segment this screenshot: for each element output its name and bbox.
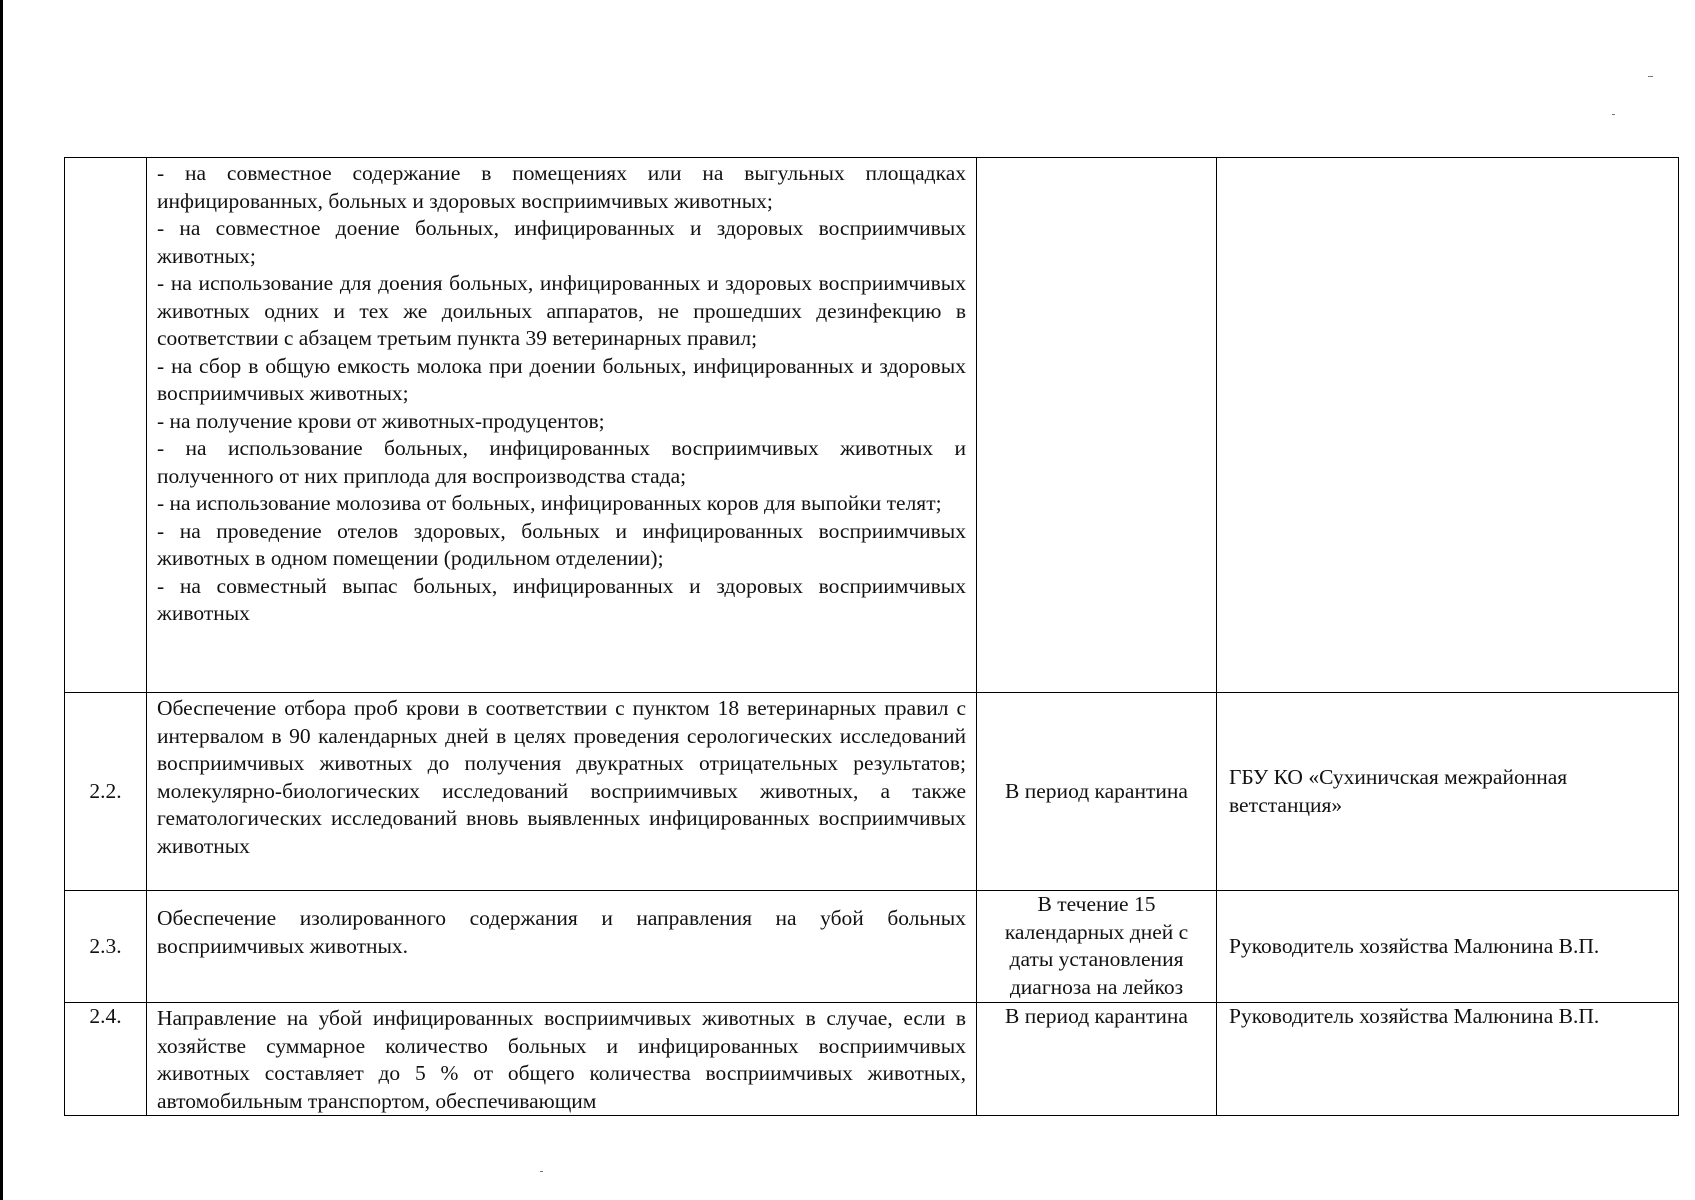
- prohibition-item: - на совместное доение больных, инфицированных и здоровых восприимчивых животных;: [157, 216, 966, 268]
- table-row: [65, 891, 1679, 1003]
- prohibition-item: - на использование для доения больных, инфицированных и здоровых восприимчивых животных одних и тех же доильных аппаратов, не прошедших дезинфекцию в соответствии с абзацем третьим пункта 39 ветеринарных правил;: [157, 271, 966, 350]
- prohibition-item: - на совместное содержание в помещениях или на выгульных площадках инфицированных, больных и здоровых восприимчивых животных;: [157, 161, 966, 213]
- prohibition-item: - на использование больных, инфицированных восприимчивых животных и полученного от них приплода для воспроизводства стада;: [157, 436, 966, 488]
- responsible-cell: Руководитель хозяйства Малюнина В.П.: [1217, 1003, 1679, 1116]
- prohibition-item: - на использование молозива от больных, инфицированных коров для выпойки телят;: [157, 491, 942, 515]
- scan-speck: [1648, 76, 1653, 77]
- responsible-cell: ГБУ КО «Сухиничская межрайонная ветстанция»: [1217, 693, 1679, 891]
- responsible-cell: Руководитель хозяйства Малюнина В.П.: [1217, 891, 1679, 1003]
- prohibitions-list-cell: [147, 158, 977, 693]
- row-number-cell: [65, 158, 147, 693]
- scan-speck: [540, 1171, 543, 1172]
- description-cell: Направление на убой инфицированных восприимчивых животных в случае, если в хозяйстве суммарное количество больных и инфицированных восприимчивых животных составляет до 5 % от общего количества восприимчивых животных, автомобильным транспортом, обеспечивающим: [147, 1003, 977, 1116]
- measures-table: [64, 157, 1679, 1116]
- row-number-cell: 2.2.: [65, 693, 147, 891]
- period-cell: В период карантина: [977, 1003, 1217, 1116]
- prohibition-item: - на получение крови от животных-продуцентов;: [157, 408, 605, 433]
- prohibition-item: - на проведение отелов здоровых, больных и инфицированных восприимчивых животных в одном помещении (родильном отделении);: [157, 518, 966, 570]
- period-cell: В период карантина: [977, 693, 1217, 891]
- table-row: [65, 693, 1679, 891]
- period-cell: [977, 158, 1217, 693]
- page-left-edge-line: [0, 0, 3, 1200]
- prohibition-item: - на совместный выпас больных, инфицированных и здоровых восприимчивых животных: [157, 573, 966, 625]
- description-cell: Обеспечение изолированного содержания и направления на убой больных восприимчивых животных.: [147, 891, 977, 1003]
- scan-speck: [1612, 114, 1615, 115]
- prohibition-item: - на сбор в общую емкость молока при доении больных, инфицированных и здоровых восприимчивых животных;: [157, 353, 966, 405]
- description-cell: Обеспечение отбора проб крови в соответствии с пунктом 18 ветеринарных правил с интервалом в 90 календарных дней в целях проведения серологических исследований восприимчивых животных до получения двукратных отрицательных результатов; молекулярно-биологических исследований восприимчивых животных, а также гематологических исследований вновь выявленных инфицированных восприимчивых животных: [147, 693, 977, 891]
- period-cell: В течение 15 календарных дней с даты установления диагноза на лейкоз: [977, 891, 1217, 1003]
- table-row: [65, 1003, 1679, 1116]
- row-number-cell: 2.3.: [65, 891, 147, 1003]
- responsible-cell: [1217, 158, 1679, 693]
- row-number-cell: 2.4.: [65, 1003, 147, 1116]
- table-row: [65, 158, 1679, 693]
